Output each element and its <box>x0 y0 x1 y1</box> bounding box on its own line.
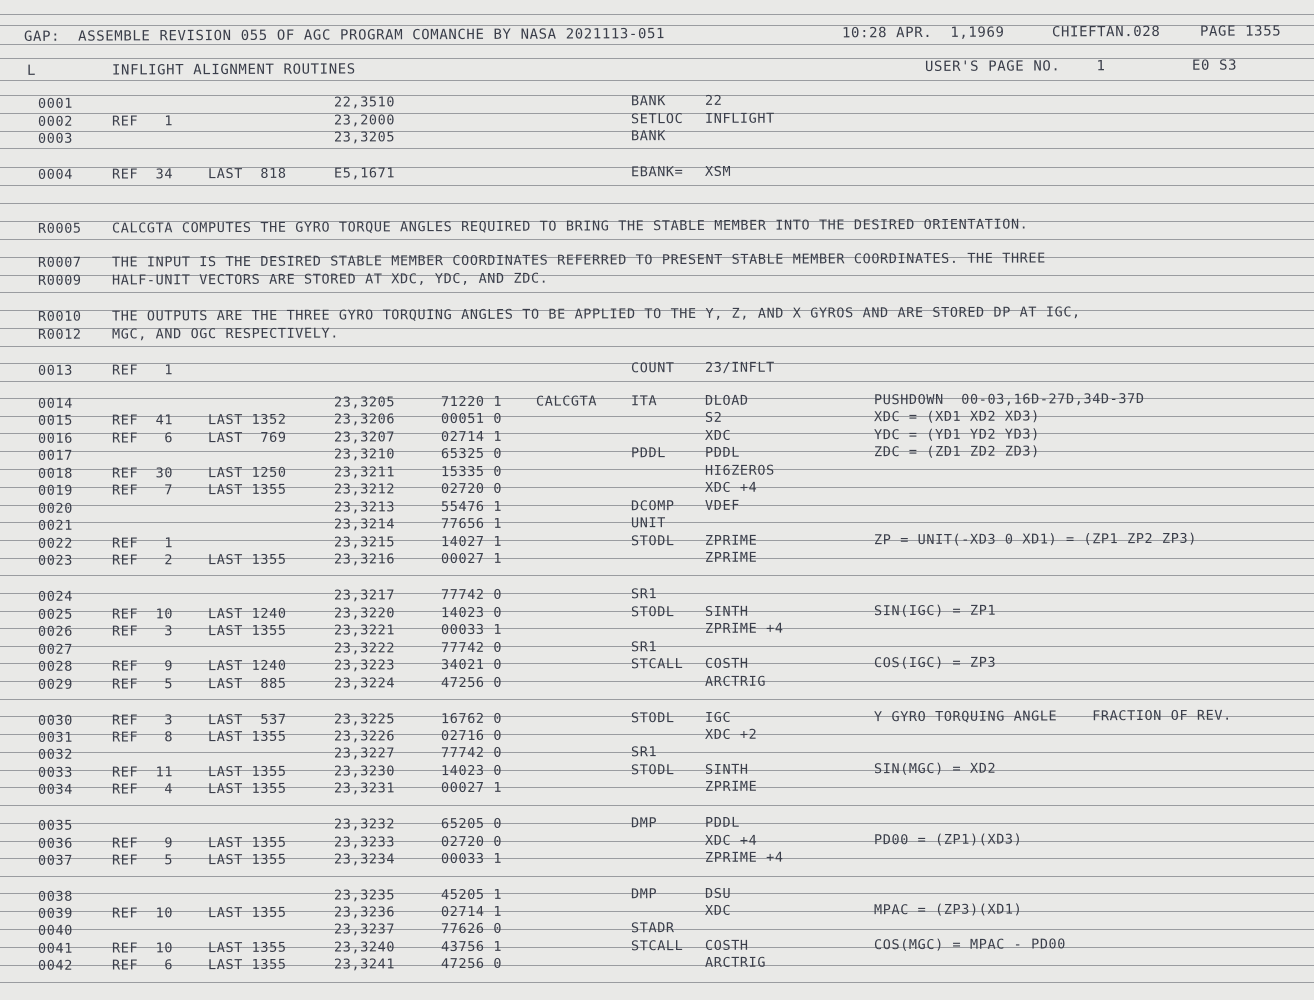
operand: INFLIGHT <box>704 110 775 127</box>
operand: VDEF <box>704 497 740 514</box>
opcode: SETLOC <box>630 111 684 128</box>
last-ref: LAST 1240 <box>207 605 287 623</box>
operand: XDC +4 <box>704 832 758 849</box>
address: 23,3222 <box>333 640 396 657</box>
last-ref: LAST 1240 <box>207 657 287 675</box>
line-number: 0031 <box>37 729 73 746</box>
machine-code: 65325 0 <box>440 445 503 463</box>
address: 22,3510 <box>333 94 396 111</box>
section-title: INFLIGHT ALIGNMENT ROUTINES <box>111 61 356 79</box>
ref-count: REF 41 <box>111 412 174 429</box>
subheader-code: E0 S3 <box>1191 57 1238 74</box>
header-page-number: PAGE 1355 <box>1199 23 1282 40</box>
operand: ZPRIME <box>704 532 758 549</box>
operand: SINTH <box>704 761 749 778</box>
opcode: UNIT <box>630 515 666 532</box>
last-ref: LAST 1355 <box>207 904 287 922</box>
subheader-mark: L <box>26 62 37 79</box>
last-ref: LAST 1355 <box>207 939 287 957</box>
operand: 23/INFLT <box>704 359 775 376</box>
ref-count: REF 6 <box>111 430 174 447</box>
opcode: SR1 <box>630 639 658 656</box>
address: 23,3217 <box>333 587 396 604</box>
address: 23,3241 <box>333 956 396 973</box>
last-ref: LAST 1355 <box>207 780 287 798</box>
operand: XDC <box>704 902 732 919</box>
last-ref: LAST 818 <box>207 165 287 183</box>
ref-count: REF 8 <box>111 729 174 746</box>
comment: COS(MGC) = MPAC - PD00 <box>873 936 1067 954</box>
ref-count: REF 3 <box>111 623 174 640</box>
ref-count: REF 1 <box>111 535 174 552</box>
opcode: DMP <box>630 815 658 832</box>
ref-count: REF 10 <box>111 606 174 623</box>
operand: XDC <box>704 427 732 444</box>
operand: ZPRIME +4 <box>704 849 784 866</box>
address: 23,3232 <box>333 816 396 833</box>
comment: YDC = (YD1 YD2 YD3) <box>873 426 1040 444</box>
comment: SIN(MGC) = XD2 <box>873 760 997 778</box>
remark-text: THE OUTPUTS ARE THE THREE GYRO TORQUING ANGLES TO BE APPLIED TO THE Y, Z, AND X GYROS AND ARE STORED DP AT IGC, <box>111 304 1081 325</box>
line-number: 0001 <box>37 95 73 112</box>
line-number: R0005 <box>37 220 82 237</box>
machine-code: 02714 1 <box>440 903 503 921</box>
ruled-line <box>0 292 1314 293</box>
opcode: STCALL <box>630 938 684 955</box>
operand: PDDL <box>704 814 740 831</box>
operand: ZPRIME +4 <box>704 620 784 637</box>
line-number: 0021 <box>37 517 73 534</box>
ref-count: REF 5 <box>111 852 174 869</box>
address: 23,3221 <box>333 622 396 639</box>
operand: ARCTRIG <box>704 954 767 971</box>
comment: PD00 = (ZP1)(XD3) <box>873 831 1023 849</box>
operand: IGC <box>704 709 732 726</box>
last-ref: LAST 1355 <box>207 834 287 852</box>
ref-count: REF 10 <box>111 905 174 922</box>
line-number: 0035 <box>37 817 73 834</box>
ruled-line <box>0 239 1314 240</box>
operand: DLOAD <box>704 392 749 409</box>
line-number: 0014 <box>37 395 73 412</box>
line-number: 0023 <box>37 552 73 569</box>
line-number: R0009 <box>37 272 82 289</box>
line-number: 0030 <box>37 712 73 729</box>
comment: PUSHDOWN 00-03,16D-27D,34D-37D <box>873 391 1145 409</box>
line-number: 0040 <box>37 922 73 939</box>
machine-code: 47256 0 <box>440 955 503 973</box>
page-subheader <box>0 57 1314 80</box>
ruled-line <box>0 575 1314 576</box>
machine-code: 00033 1 <box>440 621 503 639</box>
address: 23,3224 <box>333 675 396 692</box>
line-number: 0020 <box>37 500 73 517</box>
machine-code: 77742 0 <box>440 744 503 762</box>
line-number: 0041 <box>37 940 73 957</box>
ruled-line <box>0 982 1314 983</box>
opcode: STODL <box>630 604 675 621</box>
ref-count: REF 34 <box>111 166 174 183</box>
line-number: 0016 <box>37 430 73 447</box>
ruled-line <box>0 14 1314 15</box>
ref-count: REF 9 <box>111 835 174 852</box>
line-number: 0032 <box>37 746 73 763</box>
page-header <box>0 23 1314 46</box>
opcode: STCALL <box>630 656 684 673</box>
line-number: 0033 <box>37 764 73 781</box>
ruled-line <box>0 148 1314 149</box>
operand: ZPRIME <box>704 778 758 795</box>
last-ref: LAST 1355 <box>207 728 287 746</box>
user-page-number: USER'S PAGE NO. 1 <box>924 58 1106 75</box>
comment: XDC = (XD1 XD2 XD3) <box>873 408 1040 426</box>
machine-code: 77626 0 <box>440 920 503 938</box>
machine-code: 47256 0 <box>440 674 503 692</box>
machine-code: 00027 1 <box>440 550 503 568</box>
ruled-line <box>0 381 1314 382</box>
opcode: SR1 <box>630 586 658 603</box>
address: E5,1671 <box>333 165 396 182</box>
opcode: DCOMP <box>630 498 675 515</box>
opcode: STODL <box>630 533 675 550</box>
ref-count: REF 5 <box>111 676 174 693</box>
remark-text: MGC, AND OGC RESPECTIVELY. <box>111 325 339 343</box>
operand: ARCTRIG <box>704 673 767 690</box>
machine-code: 55476 1 <box>440 498 503 516</box>
line-number: 0017 <box>37 447 73 464</box>
line-number: 0026 <box>37 623 73 640</box>
line-number: 0029 <box>37 676 73 693</box>
remark-text: HALF-UNIT VECTORS ARE STORED AT XDC, YDC, AND ZDC. <box>111 270 549 289</box>
address: 23,3225 <box>333 711 396 728</box>
opcode: PDDL <box>630 445 666 462</box>
machine-code: 16762 0 <box>440 710 503 728</box>
opcode: DMP <box>630 886 658 903</box>
line-number: 0018 <box>37 465 73 482</box>
line-number: R0012 <box>37 326 82 343</box>
opcode: STODL <box>630 710 675 727</box>
machine-code: 65205 0 <box>440 815 503 833</box>
address: 23,3230 <box>333 763 396 780</box>
comment: SIN(IGC) = ZP1 <box>873 602 997 620</box>
comment: ZP = UNIT(-XD3 0 XD1) = (ZP1 ZP2 ZP3) <box>873 530 1197 549</box>
opcode: EBANK= <box>630 164 684 181</box>
operand: XSM <box>704 163 732 180</box>
remark-text: CALCGTA COMPUTES THE GYRO TORQUE ANGLES REQUIRED TO BRING THE STABLE MEMBER INTO THE DESIRED ORIENTATION. <box>111 216 1029 237</box>
machine-code: 00027 1 <box>440 779 503 797</box>
line-number: 0038 <box>37 888 73 905</box>
opcode: COUNT <box>630 360 675 377</box>
header-title: GAP: ASSEMBLE REVISION 055 OF AGC PROGRAM COMANCHE BY NASA 2021113-051 <box>23 26 666 45</box>
machine-code: 00033 1 <box>440 850 503 868</box>
address: 23,3205 <box>333 129 396 146</box>
last-ref: LAST 1355 <box>207 481 287 499</box>
line-number: 0019 <box>37 482 73 499</box>
line-number: R0010 <box>37 308 82 325</box>
machine-code: 02720 0 <box>440 480 503 498</box>
machine-code: 77742 0 <box>440 639 503 657</box>
header-time: 10:28 APR. 1,1969 <box>841 24 1005 42</box>
operand: HI6ZEROS <box>704 462 775 479</box>
operand: DSU <box>704 885 732 902</box>
last-ref: LAST 1355 <box>207 551 287 569</box>
opcode: BANK <box>630 128 666 145</box>
address: 23,3234 <box>333 851 396 868</box>
line-number: 0039 <box>37 905 73 922</box>
ref-count: REF 9 <box>111 658 174 675</box>
comment: ZDC = (ZD1 ZD2 ZD3) <box>873 443 1040 461</box>
address: 23,3205 <box>333 394 396 411</box>
line-number: 0003 <box>37 130 73 147</box>
address: 23,3213 <box>333 499 396 516</box>
remark-text: THE INPUT IS THE DESIRED STABLE MEMBER COORDINATES REFERRED TO PRESENT STABLE MEMBER COORDINATES. THE THREE <box>111 250 1046 271</box>
line-number: 0024 <box>37 588 73 605</box>
address: 23,3233 <box>333 834 396 851</box>
machine-code: 15335 0 <box>440 463 503 481</box>
line-number: 0036 <box>37 835 73 852</box>
machine-code: 77656 1 <box>440 515 503 533</box>
machine-code: 14027 1 <box>440 533 503 551</box>
opcode: STADR <box>630 920 675 937</box>
ruled-line <box>0 80 1314 81</box>
line-number: 0013 <box>37 362 73 379</box>
operand: S2 <box>704 409 723 426</box>
address: 23,3237 <box>333 921 396 938</box>
machine-code: 02720 0 <box>440 833 503 851</box>
last-ref: LAST 1355 <box>207 763 287 781</box>
address: 23,3220 <box>333 605 396 622</box>
address: 23,3227 <box>333 745 396 762</box>
ruled-line <box>0 346 1314 347</box>
machine-code: 34021 0 <box>440 656 503 674</box>
ref-count: REF 2 <box>111 552 174 569</box>
machine-code: 02716 0 <box>440 727 503 745</box>
ref-count: REF 11 <box>111 764 174 781</box>
line-number: 0028 <box>37 658 73 675</box>
last-ref: LAST 1352 <box>207 411 287 429</box>
address: 23,3216 <box>333 551 396 568</box>
address: 23,2000 <box>333 112 396 129</box>
ruled-line <box>0 876 1314 877</box>
operand: 22 <box>704 92 723 109</box>
ref-count: REF 6 <box>111 957 174 974</box>
last-ref: LAST 1355 <box>207 956 287 974</box>
operand: COSTH <box>704 655 749 672</box>
comment: COS(IGC) = ZP3 <box>873 654 997 672</box>
ref-count: REF 30 <box>111 465 174 482</box>
machine-code: 00051 0 <box>440 410 503 428</box>
line-number: 0025 <box>37 606 73 623</box>
line-number: R0007 <box>37 254 82 271</box>
listing-line <box>0 161 1314 184</box>
machine-code: 77742 0 <box>440 586 503 604</box>
address: 23,3207 <box>333 429 396 446</box>
comment: Y GYRO TORQUING ANGLE FRACTION OF REV. <box>873 707 1232 726</box>
ref-count: REF 1 <box>111 113 174 130</box>
last-ref: LAST 1355 <box>207 622 287 640</box>
operand: PDDL <box>704 444 740 461</box>
line-number: 0037 <box>37 852 73 869</box>
ruled-line <box>0 699 1314 700</box>
header-file: CHIEFTAN.028 <box>1051 23 1161 41</box>
opcode: STODL <box>630 762 675 779</box>
opcode: ITA <box>630 393 658 410</box>
machine-code: 14023 0 <box>440 762 503 780</box>
address: 23,3212 <box>333 481 396 498</box>
address: 23,3236 <box>333 904 396 921</box>
machine-code: 14023 0 <box>440 604 503 622</box>
opcode: SR1 <box>630 744 658 761</box>
last-ref: LAST 1355 <box>207 851 287 869</box>
machine-code: 02714 1 <box>440 428 503 446</box>
ref-count: REF 10 <box>111 940 174 957</box>
line-number: 0042 <box>37 957 73 974</box>
operand: COSTH <box>704 937 749 954</box>
last-ref: LAST 885 <box>207 675 287 693</box>
address: 23,3211 <box>333 464 396 481</box>
operand: XDC +4 <box>704 479 758 496</box>
operand: ZPRIME <box>704 549 758 566</box>
address: 23,3235 <box>333 887 396 904</box>
line-number: 0034 <box>37 781 73 798</box>
address: 23,3210 <box>333 446 396 463</box>
ruled-line <box>0 185 1314 186</box>
ref-count: REF 1 <box>111 362 174 379</box>
last-ref: LAST 1250 <box>207 464 287 482</box>
comment: MPAC = (ZP3)(XD1) <box>873 901 1023 919</box>
line-number: 0015 <box>37 412 73 429</box>
ruled-line <box>0 203 1314 204</box>
last-ref: LAST 537 <box>207 711 287 729</box>
address: 23,3226 <box>333 728 396 745</box>
label: CALCGTA <box>535 393 598 410</box>
machine-code: 45205 1 <box>440 886 503 904</box>
listing-line <box>0 215 1314 238</box>
opcode: BANK <box>630 93 666 110</box>
ref-count: REF 7 <box>111 482 174 499</box>
address: 23,3231 <box>333 780 396 797</box>
listing-line <box>0 357 1314 380</box>
line-number: 0002 <box>37 113 73 130</box>
address: 23,3206 <box>333 411 396 428</box>
operand: XDC +2 <box>704 726 758 743</box>
machine-code: 71220 1 <box>440 393 503 411</box>
address: 23,3240 <box>333 939 396 956</box>
ref-count: REF 4 <box>111 781 174 798</box>
address: 23,3215 <box>333 534 396 551</box>
last-ref: LAST 769 <box>207 429 287 447</box>
line-number: 0027 <box>37 641 73 658</box>
line-number: 0022 <box>37 535 73 552</box>
line-number: 0004 <box>37 166 73 183</box>
address: 23,3214 <box>333 516 396 533</box>
address: 23,3223 <box>333 657 396 674</box>
ruled-line <box>0 805 1314 806</box>
operand: SINTH <box>704 603 749 620</box>
ref-count: REF 3 <box>111 712 174 729</box>
machine-code: 43756 1 <box>440 938 503 956</box>
